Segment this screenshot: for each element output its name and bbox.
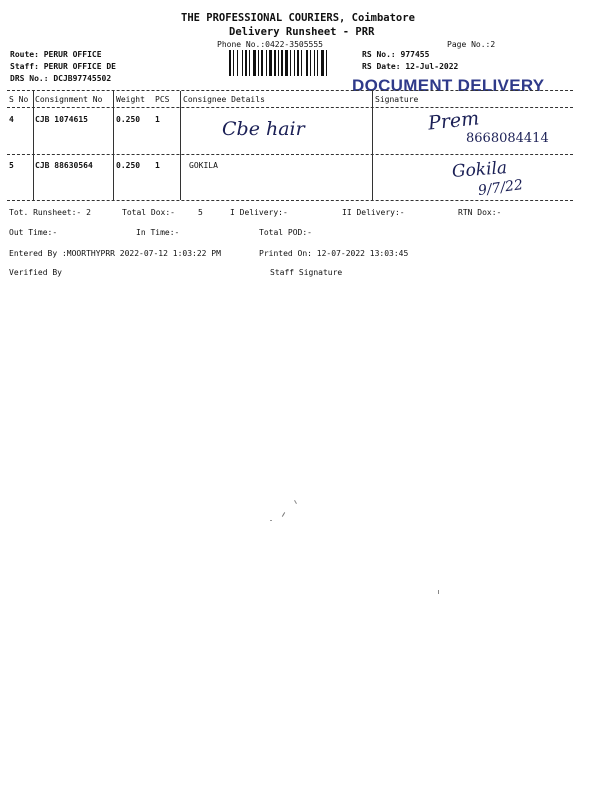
ii-delivery: II Delivery:- [342, 208, 405, 217]
barcode-bar [317, 50, 318, 76]
entered-by: Entered By :MOORTHYPRR 2022-07-12 1:03:22 PM [9, 249, 221, 258]
barcode-bar [242, 50, 243, 76]
document-delivery-stamp: DOCUMENT DELIVERY [352, 76, 545, 95]
total-dox-value: 5 [198, 208, 203, 217]
row-1-handwritten-note: Cbe hair [222, 118, 305, 140]
barcode-bar [301, 50, 302, 76]
barcode-bar [269, 50, 272, 76]
total-runsheet: Tot. Runsheet:- 2 [9, 208, 91, 217]
scan-speck [294, 500, 297, 504]
barcode-bar [237, 50, 238, 76]
column-divider [113, 91, 114, 200]
row-1-weight: 0.250 [116, 115, 141, 124]
table-top-rule [7, 90, 573, 91]
row-2-consignment: CJB 88630564 [35, 161, 93, 170]
staff-label: Staff: PERUR OFFICE DE [10, 62, 116, 71]
runsheet-subtitle: Delivery Runsheet - PRR [229, 26, 375, 38]
header-s-no: S No [9, 95, 29, 104]
row-2-signature-date: 9/7/22 [477, 176, 524, 200]
scan-speck [282, 512, 285, 517]
staff-signature: Staff Signature [270, 268, 343, 277]
column-divider [372, 91, 373, 200]
company-title: THE PROFESSIONAL COURIERS, Coimbatore [181, 12, 415, 24]
barcode-bar [321, 50, 324, 76]
barcode-bar [326, 50, 327, 76]
in-time: In Time:- [136, 228, 180, 237]
i-delivery: I Delivery:- [230, 208, 288, 217]
verified-by: Verified By [9, 268, 62, 277]
header-consignment-no: Consignment No [35, 95, 103, 104]
row-1-signature: Prem [426, 107, 481, 135]
row-1-consignment: CJB 1074615 [35, 115, 88, 124]
row-1-signature-phone: 8668084414 [466, 131, 549, 146]
total-pod: Total POD:- [259, 228, 312, 237]
row-2-signature: Gokila [451, 158, 508, 182]
barcode-bar [274, 50, 276, 76]
total-dox-label: Total Dox:- [122, 208, 175, 217]
barcode-bar [310, 50, 311, 76]
column-divider [33, 91, 34, 200]
barcode-bar [258, 50, 259, 76]
rs-date: RS Date: 12-Jul-2022 [362, 62, 459, 71]
header-pcs: PCS [155, 95, 170, 104]
header-signature: Signature [375, 95, 419, 104]
table-header-rule [7, 107, 573, 108]
page-number: Page No.:2 [447, 40, 496, 49]
barcode-bar [314, 50, 315, 76]
barcode-bar [229, 50, 231, 76]
barcode-bar [285, 50, 288, 76]
barcode-bar [290, 50, 291, 76]
barcode-bar [249, 50, 250, 76]
row-2-pcs: 1 [155, 161, 160, 170]
barcode-bar [281, 50, 283, 76]
barcode-bar [278, 50, 279, 76]
row-2-weight: 0.250 [116, 161, 141, 170]
barcode-bar [266, 50, 267, 76]
drs-number: DRS No.: DCJB97745502 [10, 74, 112, 83]
rtn-dox: RTN Dox:- [458, 208, 502, 217]
table-bottom-rule [7, 200, 573, 201]
scan-speck [270, 520, 272, 521]
row-divider [7, 154, 573, 155]
row-1-sno: 4 [9, 115, 14, 124]
header-consignee-details: Consignee Details [183, 95, 265, 104]
row-1-pcs: 1 [155, 115, 160, 124]
barcode-bar [297, 50, 299, 76]
out-time: Out Time:- [9, 228, 58, 237]
barcode-bar [233, 50, 234, 76]
row-2-consignee: GOKILA [189, 161, 218, 170]
barcode-bar [245, 50, 247, 76]
scan-speck [438, 590, 439, 594]
row-2-sno: 5 [9, 161, 14, 170]
barcode-bar [306, 50, 308, 76]
phone-number: Phone No.:0422-3505555 [217, 40, 323, 49]
barcode-bar [294, 50, 295, 76]
barcode-bar [253, 50, 256, 76]
barcode-bar [261, 50, 263, 76]
header-weight: Weight [116, 95, 145, 104]
rs-number: RS No.: 977455 [362, 50, 430, 59]
route-label: Route: PERUR OFFICE [10, 50, 102, 59]
printed-on: Printed On: 12-07-2022 13:03:45 [259, 249, 409, 258]
column-divider [180, 91, 181, 200]
barcode [229, 50, 347, 76]
